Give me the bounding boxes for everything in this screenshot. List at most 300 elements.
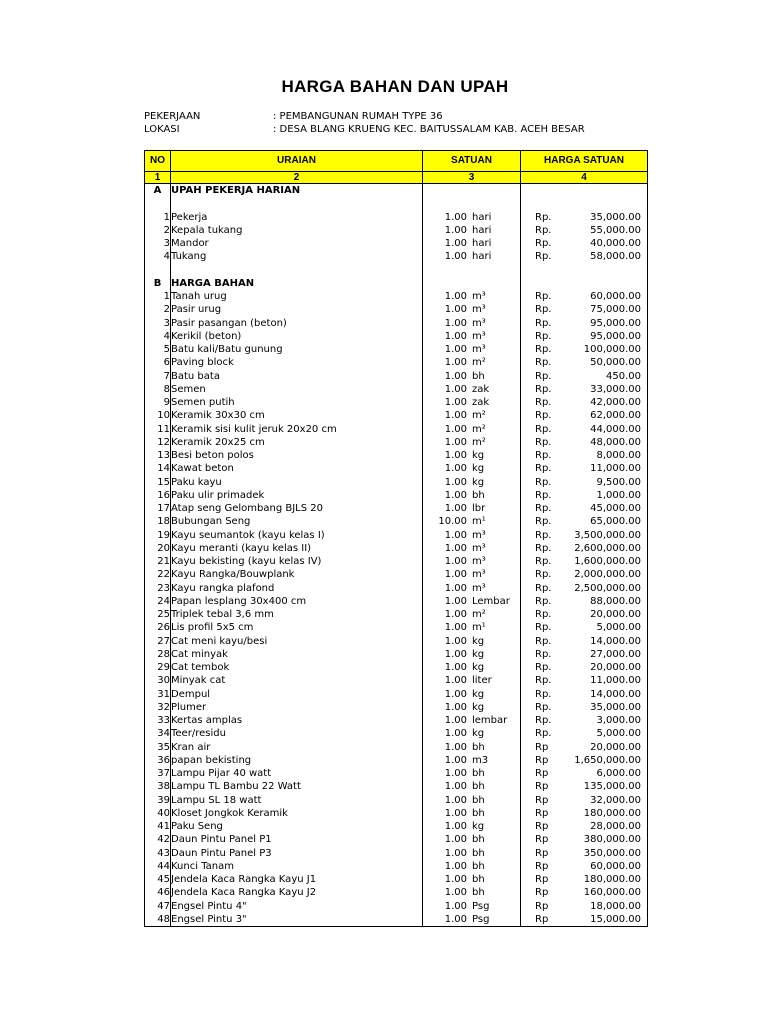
empty-cell xyxy=(145,197,171,210)
item-satuan xyxy=(423,542,521,555)
item-number: 13 xyxy=(145,449,171,462)
item-currency: Rp. xyxy=(535,330,552,342)
item-currency: Rp xyxy=(535,847,549,859)
table-row xyxy=(145,370,648,383)
item-unit: m² xyxy=(472,423,486,435)
item-quantity: 1.00 xyxy=(444,794,467,806)
column-number: 3 xyxy=(423,172,521,184)
item-harga xyxy=(521,913,648,927)
item-satuan xyxy=(423,489,521,502)
item-currency: Rp. xyxy=(535,582,552,594)
item-satuan xyxy=(423,886,521,899)
item-number: 1 xyxy=(145,290,171,303)
item-number: 39 xyxy=(145,794,171,807)
item-name: Batu kali/Batu gunung xyxy=(171,343,423,356)
table-row xyxy=(145,608,648,621)
item-currency: Rp. xyxy=(535,450,552,461)
item-name: Keramik 30x30 cm xyxy=(171,409,423,422)
item-harga xyxy=(521,237,648,250)
item-unit: bh xyxy=(472,807,485,819)
item-number: 4 xyxy=(145,250,171,263)
item-name: Tukang xyxy=(171,250,423,263)
item-harga xyxy=(521,542,648,555)
item-price: 95,000.00 xyxy=(590,317,641,329)
item-price: 35,000.00 xyxy=(590,211,641,223)
item-name: Dempul xyxy=(171,688,423,701)
item-harga xyxy=(521,794,648,807)
item-harga xyxy=(521,343,648,356)
item-number: 3 xyxy=(145,237,171,250)
table-row xyxy=(145,515,648,528)
item-satuan xyxy=(423,250,521,263)
item-currency: Rp. xyxy=(535,635,552,647)
item-unit: bh xyxy=(472,370,485,382)
table-row xyxy=(145,794,648,807)
item-unit: zak xyxy=(472,383,490,395)
item-currency: Rp. xyxy=(535,648,552,660)
item-name: Lampu Pijar 40 watt xyxy=(171,767,423,780)
item-number: 28 xyxy=(145,648,171,661)
item-price: 100,000.00 xyxy=(583,344,641,355)
item-currency: Rp. xyxy=(535,569,552,581)
item-price: 380,000.00 xyxy=(583,834,641,846)
item-number: 15 xyxy=(145,476,171,489)
item-satuan xyxy=(423,568,521,581)
item-unit: m3 xyxy=(472,754,489,766)
item-currency: Rp. xyxy=(535,397,552,408)
item-number: 41 xyxy=(145,820,171,833)
table-column-number-row xyxy=(145,172,648,184)
item-quantity: 1.00 xyxy=(444,715,467,726)
item-unit: m³ xyxy=(472,556,486,567)
item-quantity: 1.00 xyxy=(444,317,467,329)
table-row xyxy=(145,290,648,303)
item-unit: hari xyxy=(472,251,492,263)
item-satuan xyxy=(423,820,521,833)
item-quantity: 1.00 xyxy=(444,489,467,501)
item-number: 19 xyxy=(145,529,171,542)
table-row xyxy=(145,224,648,237)
item-quantity: 1.00 xyxy=(444,609,467,620)
header-satuan: SATUAN xyxy=(423,151,521,172)
empty-cell xyxy=(521,184,648,198)
item-unit: m³ xyxy=(472,569,486,581)
item-satuan xyxy=(423,754,521,767)
item-satuan xyxy=(423,409,521,422)
item-currency: Rp xyxy=(535,794,549,806)
item-price: 55,000.00 xyxy=(590,224,641,236)
item-name: Daun Pintu Panel P1 xyxy=(171,833,423,846)
table-row xyxy=(145,383,648,396)
table-row xyxy=(145,423,648,436)
item-unit: bh xyxy=(472,874,485,885)
item-currency: Rp. xyxy=(535,542,552,554)
item-name: Kayu meranti (kayu kelas II) xyxy=(171,542,423,555)
table-row xyxy=(145,741,648,754)
item-currency: Rp xyxy=(535,807,549,819)
item-unit: m² xyxy=(472,436,486,448)
item-satuan xyxy=(423,900,521,913)
spacer-row xyxy=(145,264,648,277)
table-row xyxy=(145,900,648,913)
table-row xyxy=(145,688,648,701)
item-quantity: 10.00 xyxy=(438,516,467,528)
item-name: Kerikil (beton) xyxy=(171,330,423,343)
table-row xyxy=(145,462,648,475)
meta-label: LOKASI xyxy=(144,124,180,135)
item-satuan xyxy=(423,833,521,846)
table-row xyxy=(145,635,648,648)
header-uraian: URAIAN xyxy=(171,151,423,172)
table-row xyxy=(145,409,648,422)
item-unit: kg xyxy=(472,476,485,488)
item-number: 26 xyxy=(145,621,171,634)
item-unit: bh xyxy=(472,887,485,899)
table-row xyxy=(145,568,648,581)
item-unit: Psg xyxy=(472,913,490,925)
item-price: 44,000.00 xyxy=(590,423,641,435)
item-currency: Rp xyxy=(535,741,549,753)
item-name: Pekerja xyxy=(171,211,423,224)
item-name: Cat tembok xyxy=(171,661,423,674)
item-currency: Rp. xyxy=(535,251,552,263)
item-price: 60,000.00 xyxy=(590,291,641,302)
item-harga xyxy=(521,714,648,727)
item-number: 36 xyxy=(145,754,171,767)
item-currency: Rp. xyxy=(535,370,552,382)
item-unit: bh xyxy=(472,860,485,872)
item-unit: zak xyxy=(472,397,490,408)
item-unit: m³ xyxy=(472,344,486,355)
item-name: Kertas amplas xyxy=(171,714,423,727)
item-name: Kawat beton xyxy=(171,462,423,475)
table-row xyxy=(145,621,648,634)
item-harga xyxy=(521,436,648,449)
item-quantity: 1.00 xyxy=(444,648,467,660)
item-name: Kayu bekisting (kayu kelas IV) xyxy=(171,555,423,568)
table-row xyxy=(145,833,648,846)
item-price: 33,000.00 xyxy=(590,383,641,395)
item-name: Engsel Pintu 3" xyxy=(171,913,423,927)
item-satuan xyxy=(423,621,521,634)
item-quantity: 1.00 xyxy=(444,847,467,859)
item-currency: Rp. xyxy=(535,701,552,713)
item-price: 3,000.00 xyxy=(596,715,641,726)
item-satuan xyxy=(423,727,521,740)
item-currency: Rp xyxy=(535,781,549,793)
table-row xyxy=(145,714,648,727)
item-satuan xyxy=(423,635,521,648)
item-name: Cat meni kayu/besi xyxy=(171,635,423,648)
item-harga xyxy=(521,688,648,701)
item-price: 14,000.00 xyxy=(590,688,641,700)
item-harga xyxy=(521,502,648,515)
item-unit: kg xyxy=(472,463,485,475)
item-price: 48,000.00 xyxy=(590,436,641,448)
item-satuan xyxy=(423,224,521,237)
item-currency: Rp. xyxy=(535,291,552,302)
item-quantity: 1.00 xyxy=(444,542,467,554)
page-title: HARGA BAHAN DAN UPAH xyxy=(281,77,509,96)
item-unit: kg xyxy=(472,821,485,832)
section-code: A xyxy=(145,184,171,198)
item-name: Engsel Pintu 4" xyxy=(171,900,423,913)
item-satuan xyxy=(423,767,521,780)
table-row xyxy=(145,595,648,608)
item-unit: kg xyxy=(472,635,485,647)
item-unit: Lembar xyxy=(472,595,510,607)
item-currency: Rp. xyxy=(535,622,552,634)
header-harga-satuan: HARGA SATUAN xyxy=(521,151,648,172)
item-satuan xyxy=(423,529,521,542)
item-satuan xyxy=(423,237,521,250)
item-price: 27,000.00 xyxy=(590,648,641,660)
table-row xyxy=(145,780,648,793)
item-name: Triplek tebal 3,6 mm xyxy=(171,608,423,621)
table-row xyxy=(145,396,648,409)
table-row xyxy=(145,886,648,899)
item-number: 5 xyxy=(145,343,171,356)
item-price: 1,000.00 xyxy=(596,489,641,501)
item-currency: Rp. xyxy=(535,423,552,435)
item-currency: Rp. xyxy=(535,476,552,488)
item-price: 42,000.00 xyxy=(590,397,641,408)
item-quantity: 1.00 xyxy=(444,211,467,223)
item-quantity: 1.00 xyxy=(444,635,467,647)
column-number: 1 xyxy=(145,172,171,184)
item-price: 14,000.00 xyxy=(590,635,641,647)
item-satuan xyxy=(423,515,521,528)
item-currency: Rp. xyxy=(535,662,552,673)
item-currency: Rp. xyxy=(535,410,552,422)
item-unit: kg xyxy=(472,728,485,740)
table-row xyxy=(145,250,648,263)
item-quantity: 1.00 xyxy=(444,503,467,514)
item-name: Kunci Tanam xyxy=(171,860,423,873)
item-number: 10 xyxy=(145,409,171,422)
section-title: HARGA BAHAN xyxy=(171,277,423,290)
item-quantity: 1.00 xyxy=(444,476,467,488)
item-satuan xyxy=(423,449,521,462)
item-currency: Rp. xyxy=(535,304,552,316)
item-quantity: 1.00 xyxy=(444,662,467,673)
item-currency: Rp. xyxy=(535,383,552,395)
item-quantity: 1.00 xyxy=(444,887,467,899)
table-row xyxy=(145,330,648,343)
item-currency: Rp. xyxy=(535,357,552,369)
item-unit: lembar xyxy=(472,715,508,726)
item-harga xyxy=(521,383,648,396)
item-currency: Rp. xyxy=(535,529,552,541)
table-row xyxy=(145,648,648,661)
item-quantity: 1.00 xyxy=(444,754,467,766)
item-harga xyxy=(521,661,648,674)
item-number: 31 xyxy=(145,688,171,701)
item-satuan xyxy=(423,502,521,515)
item-quantity: 1.00 xyxy=(444,370,467,382)
item-price: 5,000.00 xyxy=(596,622,641,634)
item-harga xyxy=(521,648,648,661)
item-number: 48 xyxy=(145,913,171,927)
item-harga xyxy=(521,621,648,634)
item-harga xyxy=(521,608,648,621)
item-quantity: 1.00 xyxy=(444,423,467,435)
item-harga xyxy=(521,303,648,316)
item-satuan xyxy=(423,688,521,701)
item-harga xyxy=(521,489,648,502)
item-unit: bh xyxy=(472,768,485,779)
item-unit: Psg xyxy=(472,900,490,912)
item-satuan xyxy=(423,582,521,595)
item-harga xyxy=(521,476,648,489)
item-price: 350,000.00 xyxy=(583,847,641,859)
item-name: Kayu seumantok (kayu kelas I) xyxy=(171,529,423,542)
item-satuan xyxy=(423,595,521,608)
item-name: Kepala tukang xyxy=(171,224,423,237)
item-price: 35,000.00 xyxy=(590,701,641,713)
item-currency: Rp. xyxy=(535,317,552,329)
item-price: 45,000.00 xyxy=(590,503,641,514)
item-unit: bh xyxy=(472,781,485,793)
empty-cell xyxy=(521,197,648,210)
item-currency: Rp xyxy=(535,913,549,925)
table-header-row xyxy=(145,151,648,172)
empty-cell xyxy=(423,277,521,290)
item-name: Tanah urug xyxy=(171,290,423,303)
item-name: Semen xyxy=(171,383,423,396)
item-price: 18,000.00 xyxy=(590,900,641,912)
item-number: 46 xyxy=(145,886,171,899)
item-name: Papan lesplang 30x400 cm xyxy=(171,595,423,608)
item-price: 62,000.00 xyxy=(590,410,641,422)
table-row xyxy=(145,820,648,833)
item-satuan xyxy=(423,370,521,383)
item-quantity: 1.00 xyxy=(444,913,467,925)
item-harga xyxy=(521,595,648,608)
item-number: 22 xyxy=(145,568,171,581)
item-satuan xyxy=(423,423,521,436)
item-harga xyxy=(521,701,648,714)
item-name: Plumer xyxy=(171,701,423,714)
item-number: 43 xyxy=(145,847,171,860)
item-name: Kran air xyxy=(171,741,423,754)
item-quantity: 1.00 xyxy=(444,860,467,872)
item-number: 2 xyxy=(145,303,171,316)
item-number: 42 xyxy=(145,833,171,846)
table-row xyxy=(145,807,648,820)
item-quantity: 1.00 xyxy=(444,874,467,885)
item-price: 65,000.00 xyxy=(590,516,641,528)
item-currency: Rp. xyxy=(535,688,552,700)
table-row xyxy=(145,449,648,462)
item-quantity: 1.00 xyxy=(444,622,467,634)
table-row xyxy=(145,701,648,714)
item-harga xyxy=(521,529,648,542)
item-price: 5,000.00 xyxy=(596,728,641,740)
spacer-row xyxy=(145,197,648,210)
item-price: 135,000.00 xyxy=(583,781,641,793)
item-currency: Rp xyxy=(535,860,549,872)
item-number: 6 xyxy=(145,356,171,369)
item-number: 17 xyxy=(145,502,171,515)
item-satuan xyxy=(423,436,521,449)
item-unit: m² xyxy=(472,609,486,620)
item-name: Besi beton polos xyxy=(171,449,423,462)
item-number: 12 xyxy=(145,436,171,449)
item-number: 7 xyxy=(145,370,171,383)
item-price: 20,000.00 xyxy=(590,741,641,753)
item-unit: kg xyxy=(472,662,485,673)
item-name: Pasir urug xyxy=(171,303,423,316)
item-quantity: 1.00 xyxy=(444,251,467,263)
item-satuan xyxy=(423,396,521,409)
item-name: Jendela Kaca Rangka Kayu J2 xyxy=(171,886,423,899)
item-price: 11,000.00 xyxy=(590,675,641,687)
item-quantity: 1.00 xyxy=(444,224,467,236)
item-quantity: 1.00 xyxy=(444,357,467,369)
item-unit: m³ xyxy=(472,330,486,342)
item-satuan xyxy=(423,462,521,475)
item-number: 33 xyxy=(145,714,171,727)
item-currency: Rp. xyxy=(535,463,552,475)
item-satuan xyxy=(423,847,521,860)
item-currency: Rp xyxy=(535,834,549,846)
table-row xyxy=(145,555,648,568)
item-number: 2 xyxy=(145,224,171,237)
item-satuan xyxy=(423,741,521,754)
item-unit: bh xyxy=(472,847,485,859)
item-harga xyxy=(521,674,648,687)
item-unit: m³ xyxy=(472,582,486,594)
item-price: 6,000.00 xyxy=(596,768,641,779)
item-quantity: 1.00 xyxy=(444,768,467,779)
item-quantity: 1.00 xyxy=(444,450,467,461)
item-harga xyxy=(521,807,648,820)
item-name: papan bekisting xyxy=(171,754,423,767)
item-name: Keramik sisi kulit jeruk 20x20 cm xyxy=(171,423,423,436)
item-harga xyxy=(521,449,648,462)
item-harga xyxy=(521,462,648,475)
item-harga xyxy=(521,224,648,237)
item-unit: bh xyxy=(472,834,485,846)
item-price: 8,000.00 xyxy=(596,450,641,461)
meta-label: PEKERJAAN xyxy=(144,111,201,122)
item-harga xyxy=(521,873,648,886)
item-price: 180,000.00 xyxy=(583,807,641,819)
item-price: 75,000.00 xyxy=(590,304,641,316)
item-price: 20,000.00 xyxy=(590,662,641,673)
item-satuan xyxy=(423,648,521,661)
item-currency: Rp xyxy=(535,887,549,899)
item-price: 60,000.00 xyxy=(590,860,641,872)
item-satuan xyxy=(423,661,521,674)
item-quantity: 1.00 xyxy=(444,529,467,541)
item-satuan xyxy=(423,476,521,489)
table-row xyxy=(145,767,648,780)
item-price: 15,000.00 xyxy=(590,913,641,925)
item-satuan xyxy=(423,794,521,807)
item-currency: Rp. xyxy=(535,516,552,528)
item-price: 2,000,000.00 xyxy=(574,569,641,581)
item-quantity: 1.00 xyxy=(444,741,467,753)
table-row xyxy=(145,727,648,740)
item-unit: kg xyxy=(472,688,485,700)
item-number: 29 xyxy=(145,661,171,674)
item-currency: Rp. xyxy=(535,436,552,448)
item-harga xyxy=(521,741,648,754)
item-quantity: 1.00 xyxy=(444,781,467,793)
item-name: Lampu TL Bambu 22 Watt xyxy=(171,780,423,793)
